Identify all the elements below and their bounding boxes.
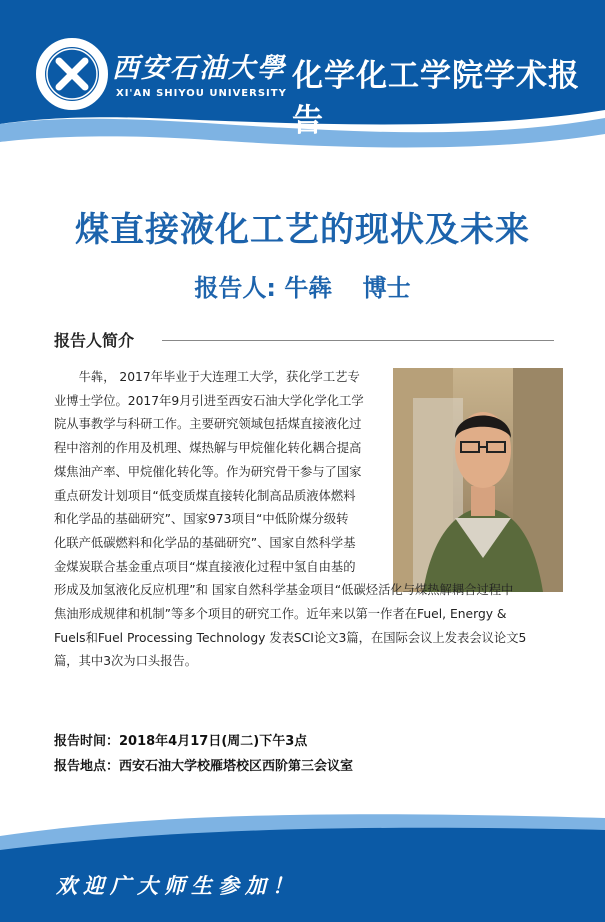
bio-text — [54, 366, 562, 674]
bio-line: 业博士学位。2017年9月引进至西安石油大学化学化工学 — [54, 393, 364, 408]
school-title: 化学化工学院学术报告 — [292, 58, 580, 139]
university-logo — [36, 38, 108, 110]
bio-line: 院从事教学与科研工作。主要研究领域包括煤直接液化过 — [54, 417, 362, 432]
bio-line: Fuels和Fuel Processing Technology 发表SCI论文3篇，在国际会议上发表会议论文5 — [54, 630, 527, 645]
speaker-degree: 博士 — [362, 274, 411, 302]
footer-wave-graphic — [0, 790, 605, 922]
logo-emblem-icon — [45, 47, 99, 101]
report-location: 报告地点：西安石油大学校雁塔校区西阶第三会议室 — [54, 759, 354, 774]
bio-line: 焦油形成规律和机制”等多个项目的研究工作。近年来以第一作者在Fuel, Energy & — [54, 607, 507, 622]
bio-line: 形成及加氢液化反应机理”和 国家自然科学基金项目“低碳烃活化与煤热解耦合过程中 — [54, 583, 514, 598]
speaker-label: 报告人: — [194, 274, 276, 302]
report-title: 煤直接液化工艺的现状及未来 — [75, 210, 530, 250]
university-name-en: XI'AN SHIYOU UNIVERSITY — [116, 88, 287, 99]
footer-banner — [0, 790, 605, 922]
bio-line: 牛犇， 2017年毕业于大连理工大学，获化学工艺专 — [54, 370, 360, 384]
bio-line: 重点研发计划项目“低变质煤直接转化制高品质液体燃料 — [54, 488, 356, 503]
speaker-name: 牛犇 — [284, 274, 333, 302]
bio-line: 化联产低碳燃料和化学品的基础研究”、国家自然科学基 — [54, 535, 356, 550]
university-name-cn: 西安石油大學 — [112, 53, 286, 84]
section-divider — [162, 340, 554, 341]
header-banner — [0, 0, 605, 160]
bio-line: 程中溶剂的作用及机理、煤热解与甲烷催化转化耦合提高 — [54, 441, 362, 456]
section-heading: 报告人简介 — [54, 331, 135, 350]
speaker-line — [0, 268, 605, 303]
bio-line: 和化学品的基础研究”、国家973项目“中低阶煤分级转 — [54, 512, 349, 527]
bio-line: 篇，其中3次为口头报告。 — [54, 654, 198, 669]
bio-line: 金煤炭联合基金重点项目“煤直接液化过程中氢自由基的 — [54, 559, 356, 574]
report-time: 报告时间：2018年4月17日(周二)下午3点 — [54, 734, 308, 749]
welcome-message: 欢迎广大师生参加！ — [56, 873, 299, 898]
bio-line: 煤焦油产率、甲烷催化转化等。作为研究骨干参与了国家 — [54, 464, 362, 479]
